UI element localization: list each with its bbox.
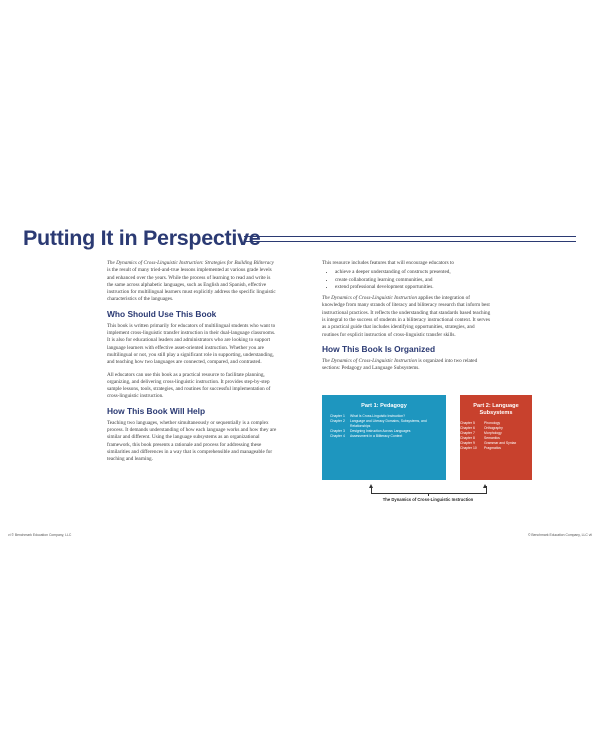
book-title-italic: The Dynamics of Cross-Linguistic Instruction [322,295,417,302]
chapter-name: Phonology [484,421,501,425]
applies-paragraph [322,295,492,339]
part2-language-subsystems-box [460,395,532,480]
part2-title: Part 2: Language Subsystems [473,403,519,416]
bracket-connector [371,486,487,494]
chapter-number: Chapter 9 [460,441,475,445]
list-item: • create collaborating learning communities, and [335,277,492,285]
intro-rest: is the result of many tried-and-true lessons implemented at various grade levels and enhanced over the years. While the process of learning to read and write is the same across alphabetic languages, such as English and Spanish, effective instruction for multilingual learners must explicitly address the specific linguistic characteristics of the languages. [107,267,276,303]
right-column [322,260,492,377]
book-title-italic: The Dynamics of Cross-Linguistic Instruction: Strategies for Building Biliteracy [107,260,274,266]
organized-heading: How This Book Is Organized [322,343,436,354]
left-column [107,260,277,469]
organized-rest: is organized into two related sections: Pedagogy and Language Subsystems. [322,357,478,372]
chapter-number: Chapter 7 [460,431,475,435]
chapter-name: Semantics [484,436,500,440]
chapter-name: Pragmatics [484,446,501,450]
help-heading: How This Book Will Help [107,405,206,416]
chapter-name: Morphology [484,431,502,435]
page-title: Putting It in Perspective [23,226,261,250]
chapter-name: What Is Cross-Linguistic Instruction? [350,414,406,418]
part1-pedagogy-box [322,395,446,480]
help-paragraph: Teaching two languages, whether simultaneously or sequentially is a complex process. It demands understanding of how each language works and how they are similar and different. Using the language subsystems as an organizational framework, this book presents a rationale and process for addressing these similarities and differences in a way that is comprehensible and manageable for teaching and learning. [107,419,277,463]
chapter-row [322,419,446,429]
resource-intro: This resource includes features that will encourage educators to [322,260,454,266]
part1-title: Part 1: Pedagogy [361,403,407,409]
who-heading: Who Should Use This Book [107,308,217,319]
book-title-italic: The Dynamics of Cross-Linguistic Instruction [322,357,417,364]
chapter-number: Chapter 5 [460,421,475,425]
chapter-number: Chapter 10 [460,446,477,450]
organized-paragraph [322,358,492,373]
chapter-number: Chapter 2 [330,419,345,423]
connector-stem [428,493,429,496]
dynamics-label: The Dynamics of Cross-Linguistic Instruction [382,497,474,502]
feature-list [322,269,492,292]
chapter-name: Designing Instruction Across Languages [350,429,411,433]
chapter-number: Chapter 6 [460,426,475,430]
title-double-rule [244,236,576,242]
chapter-name: Language and Literacy Domains, Subsystems, and Relationships [350,419,427,428]
chapter-row [460,446,532,451]
chapter-number: Chapter 4 [330,434,345,438]
chapter-number: Chapter 3 [330,429,345,433]
chapter-name: Grammar and Syntax [484,441,517,445]
chapter-name: Assessment in a Biliteracy Context [350,434,403,438]
chapter-number: Chapter 1 [330,414,345,418]
list-item: • achieve a deeper understanding of constructs presented, [335,269,492,277]
applies-rest: applies the integration of knowledge from many strands of literacy and biliteracy research that inform best instructional practices. It reflects the understanding that standards based teaching is integral to the success of students in a biliteracy instructional context. It serves as a practical guide that includes identifying opportunities, strategies, and routines for explicit instruction of cross-linguistic transfer skills. [322,295,491,338]
footer-left: vi © Benchmark Education Company, LLC [8,533,72,537]
who-paragraph-1: This book is written primarily for educators of multilingual students who want to implement cross-linguistic transfer instruction in their dual-language classrooms. It is also for educational leaders and administrators who are looking to support language learners with effective asset-oriented instruction. Whether you are multilingual or not, you still play a significant role in supporting, understanding, and teaching how two languages are connected, compared, and contrasted. [107,322,276,366]
chapter-number: Chapter 8 [460,436,475,440]
intro-paragraph [107,260,277,304]
chapter-name: Orthography [484,426,503,430]
who-paragraph-2: All educators can use this book as a practical resource to facilitate planning, organizing, and delivering cross-linguistic instruction. It provides step-by-step sample lessons, tools, strategies, and routines for successful implementation of cross-linguistic instruction. [107,371,271,400]
list-item: • extend professional development opportunities. [335,284,492,292]
chapter-row [322,434,446,439]
footer-right: © Benchmark Education Company, LLC vii [527,533,592,537]
